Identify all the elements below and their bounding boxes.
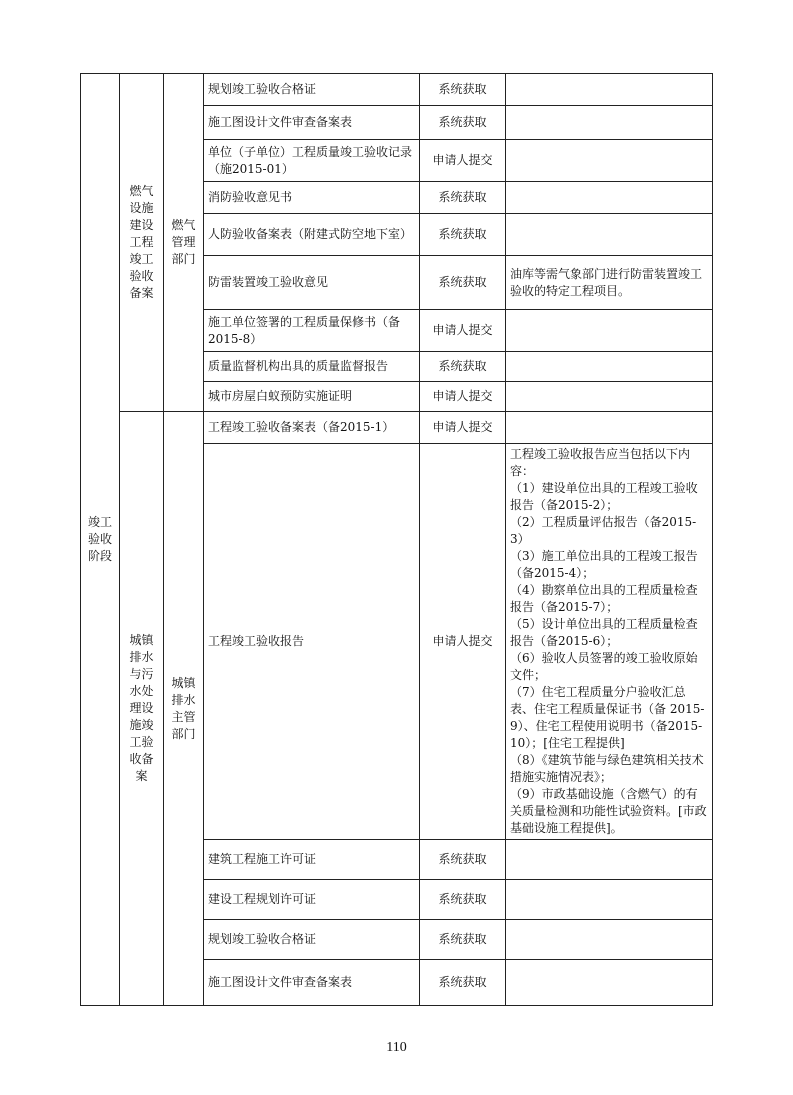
material-cell: 建设工程规划许可证	[204, 880, 420, 920]
page-number: 110	[386, 1040, 407, 1055]
process-cell: 燃气设施建设工程竣工验收备案	[120, 74, 164, 412]
note-cell	[506, 74, 713, 106]
materials-table	[80, 73, 713, 1006]
material-cell: 建筑工程施工许可证	[204, 840, 420, 880]
note-cell	[506, 106, 713, 140]
note-cell	[506, 960, 713, 1006]
source-cell: 系统获取	[420, 352, 506, 382]
material-cell: 质量监督机构出具的质量监督报告	[204, 352, 420, 382]
note-cell: 工程竣工验收报告应当包括以下内容： （1）建设单位出具的工程竣工验收报告（备2015-2）； （2）工程质量评估报告（备2015-3） （3）施工单位出具的工程竣工报告（备2015-4）； （4）勘察单位出具的工程质量检查报告（备2015-7）； （5）设计单位出具的工程质量检查报告（备2015-6）； （6）验收人员签署的竣工验收原始文件； （7）住宅工程质量分户验收汇总表、住宅工程质量保证书（备 2015-9）、住宅工程使用说明书（备2015-10）；[住宅工程提供] （8）《建筑节能与绿色建筑相关技术措施实施情况表》； （9）市政基础设施（含燃气）的有关质量检测和功能性试验资料。[市政基础设施工程提供]。	[506, 444, 713, 840]
material-cell: 消防验收意见书	[204, 182, 420, 214]
note-cell	[506, 412, 713, 444]
note-cell	[506, 310, 713, 352]
material-cell: 工程竣工验收报告	[204, 444, 420, 840]
note-cell	[506, 920, 713, 960]
source-cell: 系统获取	[420, 840, 506, 880]
material-cell: 规划竣工验收合格证	[204, 920, 420, 960]
source-cell: 系统获取	[420, 256, 506, 310]
source-cell: 申请人提交	[420, 444, 506, 840]
material-cell: 防雷装置竣工验收意见	[204, 256, 420, 310]
source-cell: 系统获取	[420, 880, 506, 920]
note-cell	[506, 382, 713, 412]
note-cell	[506, 840, 713, 880]
source-cell: 申请人提交	[420, 310, 506, 352]
material-cell: 施工图设计文件审查备案表	[204, 960, 420, 1006]
source-cell: 系统获取	[420, 920, 506, 960]
department-cell: 燃气管理部门	[164, 74, 204, 412]
material-cell: 城市房屋白蚁预防实施证明	[204, 382, 420, 412]
material-cell: 规划竣工验收合格证	[204, 74, 420, 106]
material-cell: 单位（子单位）工程质量竣工验收记录（施2015-01）	[204, 140, 420, 182]
note-cell	[506, 352, 713, 382]
source-cell: 系统获取	[420, 106, 506, 140]
table-row	[81, 412, 713, 444]
note-cell	[506, 214, 713, 256]
source-cell: 系统获取	[420, 960, 506, 1006]
note-cell	[506, 140, 713, 182]
material-cell: 工程竣工验收备案表（备2015-1）	[204, 412, 420, 444]
material-cell: 人防验收备案表（附建式防空地下室）	[204, 214, 420, 256]
note-cell	[506, 182, 713, 214]
source-cell: 系统获取	[420, 182, 506, 214]
department-cell: 城镇排水主管部门	[164, 412, 204, 1006]
material-cell: 施工图设计文件审查备案表	[204, 106, 420, 140]
note-cell	[506, 880, 713, 920]
source-cell: 系统获取	[420, 74, 506, 106]
note-cell: 油库等需气象部门进行防雷装置竣工验收的特定工程项目。	[506, 256, 713, 310]
source-cell: 申请人提交	[420, 382, 506, 412]
source-cell: 申请人提交	[420, 412, 506, 444]
source-cell: 申请人提交	[420, 140, 506, 182]
process-cell: 城镇排水与污水处理设施竣工验收备案	[120, 412, 164, 1006]
material-cell: 施工单位签署的工程质量保修书（备2015-8）	[204, 310, 420, 352]
source-cell: 系统获取	[420, 214, 506, 256]
stage-cell: 竣工验收阶段	[81, 74, 120, 1006]
table-row	[81, 74, 713, 106]
